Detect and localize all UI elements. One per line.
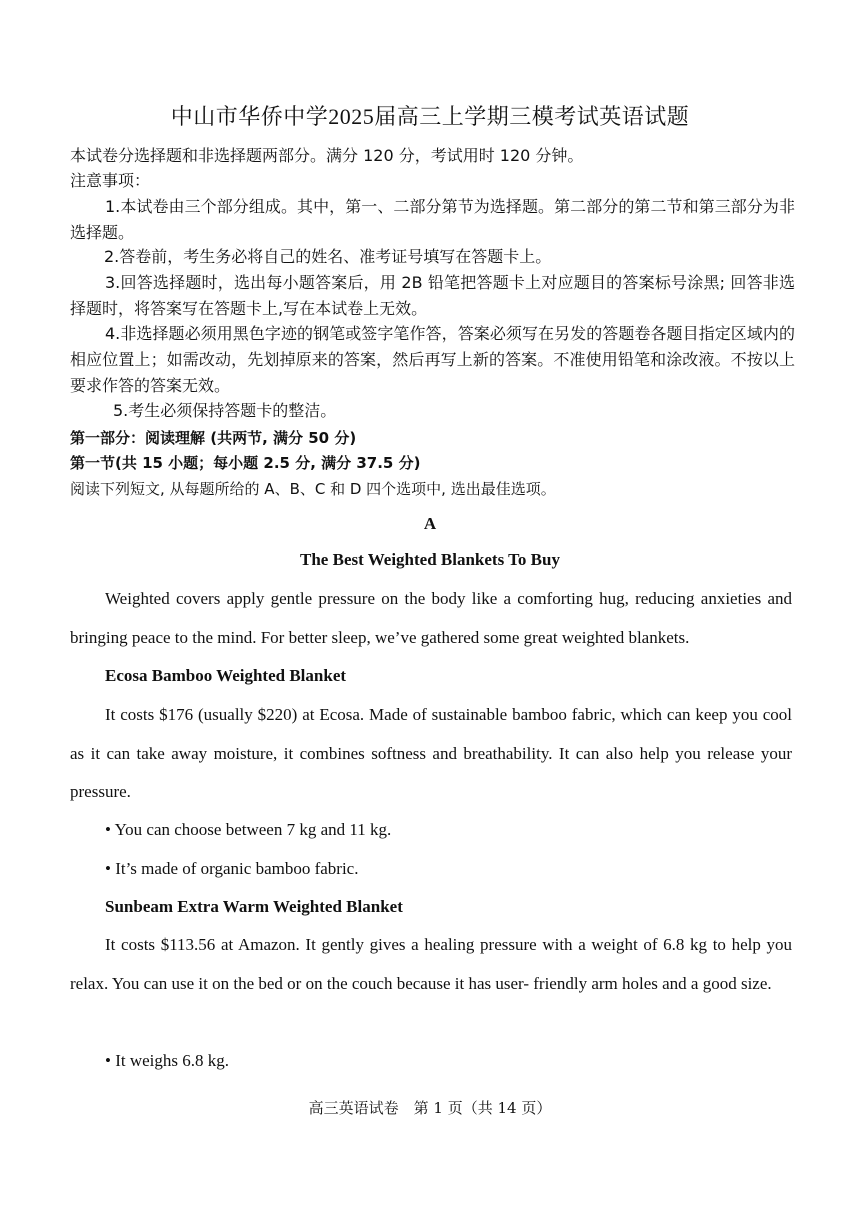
- passage-intro: Weighted covers apply gentle pressure on the body like a comforting hug, reducing anxieties and bringing peace to the mind. For better sleep, we’ve gathered some great weighted blankets.: [70, 589, 792, 647]
- exam-title: 中山市华侨中学2025届高三上学期三模考试英语试题: [170, 104, 690, 129]
- item2-title: Sunbeam Extra Warm Weighted Blanket: [105, 897, 403, 916]
- notice-3: 3.回答选择题时，选出每小题答案后，用 2B 铅笔把答题卡上对应题目的答案标号涂黑; 回答非选择题时，将答案写在答题卡上,写在本试卷上无效。: [70, 273, 795, 318]
- notice-2: 2.答卷前，考生务必将自己的姓名、准考证号填写在答题卡上。: [104, 247, 552, 266]
- notice-5: 5.考生必须保持答题卡的整洁。: [113, 401, 337, 420]
- page-footer: 高三英语试卷 第 1 页（共 14 页）: [308, 1099, 552, 1117]
- item1-bullet-1: • You can choose between 7 kg and 11 kg.: [105, 820, 392, 839]
- part1-heading: 第一部分：阅读理解 (共两节, 满分 50 分): [70, 429, 357, 447]
- item1-title: Ecosa Bamboo Weighted Blanket: [105, 666, 347, 685]
- passage-title: The Best Weighted Blankets To Buy: [300, 550, 560, 569]
- exam-intro: 本试卷分选择题和非选择题两部分。满分 120 分，考试用时 120 分钟。: [70, 146, 584, 165]
- item1-bullet-2: • It’s made of organic bamboo fabric.: [105, 859, 359, 878]
- notice-1: 1.本试卷由三个部分组成。其中，第一、二部分第节为选择题。第二部分的第二节和第三部分为非选择题。: [70, 197, 795, 242]
- item2-bullet-1: • It weighs 6.8 kg.: [105, 1051, 229, 1070]
- notice-4: 4.非选择题必须用黑色字迹的钢笔或签字笔作答，答案必须写在另发的答题卷各题目指定区域内的相应位置上；如需改动，先划掉原来的答案，然后再写上新的答案。不准使用铅笔和涂改液。不按以上要求作答的答案无效。: [70, 324, 795, 395]
- item1-text: It costs $176 (usually $220) at Ecosa. Made of sustainable bamboo fabric, which can keep you cool as it can take away moisture, it combines softness and breathability. It can also help you release your pressure.: [70, 705, 792, 801]
- notice-label: 注意事项：: [70, 171, 151, 190]
- passage-letter: A: [423, 514, 437, 533]
- section1-heading: 第一节(共 15 小题；每小题 2.5 分, 满分 37.5 分): [70, 454, 421, 472]
- instruction: 阅读下列短文, 从每题所给的 A、B、C 和 D 四个选项中, 选出最佳选项。: [70, 480, 556, 498]
- item2-text: It costs $113.56 at Amazon. It gently gives a healing pressure with a weight of 6.8 kg to help you relax. You can use it on the bed or on the couch because it has user- friendly arm holes and a good size.: [70, 935, 792, 993]
